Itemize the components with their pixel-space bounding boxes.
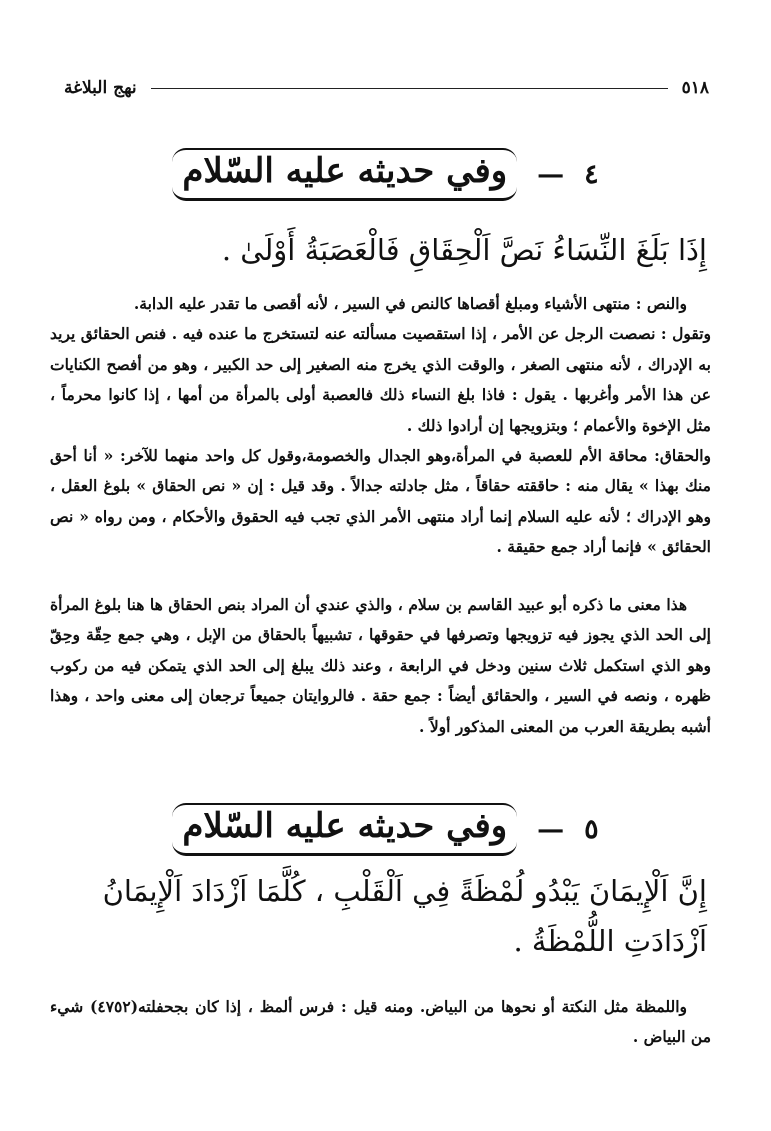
section-5-calligraphy-title: وفي حديثه عليه السّلام — [172, 803, 517, 856]
section-5-number: ٥ — [584, 814, 599, 845]
section-5-heading — [0, 803, 771, 856]
section-4-heading — [0, 148, 771, 201]
section-4-dash: — — [537, 159, 565, 190]
page-number: ٥١٨ — [681, 78, 709, 98]
section-4-calligraphy-title: وفي حديثه عليه السّلام — [172, 148, 517, 201]
section-4-quote: إِذَا بَلَغَ النِّسَاءُ نَصَّ اَلْحِقَاقِ فَالْعَصَبَةُ أَوْلَىٰ . — [221, 233, 707, 267]
commentary-paragraph: واللمظة مثل النكتة أو نحوها من البياض. ومنه قيل : فرس ألمظ ، إذا كان بجحفلته(٤٧٥٢) شيء من البياض . — [50, 997, 711, 1047]
running-header — [64, 78, 709, 98]
header-rule — [151, 88, 668, 89]
section-4-author-note — [50, 590, 711, 742]
section-5-dash: — — [537, 814, 565, 845]
book-title: نهج البلاغة — [64, 78, 137, 98]
commentary-paragraph: والنص : منتهى الأشياء ومبلغ أقصاها كالنص في السير ، لأنه أقصى ما تقدر عليه الدابة. — [133, 294, 687, 313]
section-4-commentary — [50, 289, 711, 563]
section-5-quote: إِنَّ اَلْإِيمَانَ يَبْدُو لُمْظَةً فِي اَلْقَلْبِ ، كُلَّمَا اَزْدَادَ اَلْإِيمَانُ اَزْدَادَتِ اللُّمْظَةُ . — [102, 874, 707, 958]
section-5-commentary — [50, 992, 711, 1053]
commentary-paragraph: والحقاق: محاقة الأم للعصبة في المرأة،وهو الجدال والخصومة،وقول كل واحد منهما للآخر: « أنا أحق منك بهذا » يقال منه : حاققته حقاقاً ، مثل جادلته جدالاً . وقد قيل : إن « نص الحقاق » بلوغ العقل ، وهو الإدراك ؛ لأنه عليه السلام إنما أراد منتهى الأمر الذي تجب فيه الحقوق والأحكام ، ومن رواه « نص الحقائق » فإنما أراد جمع حقيقة . — [50, 446, 711, 557]
commentary-paragraph: وتقول : نصصت الرجل عن الأمر ، إذا استقصيت مسألته عنه لتستخرج ما عنده فيه . فنص الحقائق يريد به الإدراك ، لأنه منتهى الصغر ، والوقت الذي يخرج منه الصغير إلى حد الكبير ، وهو من أفصح الكنايات عن هذا الأمر وأغربها . يقول : فاذا بلغ النساء ذلك فالعصبة أولى بالمرأة من أمها ، إذا كانوا محرماً ، مثل الإخوة والأعمام ؛ وبتزويجها إن أرادوا ذلك . — [50, 324, 711, 435]
section-4-number: ٤ — [584, 159, 599, 190]
commentary-paragraph: هذا معنى ما ذكره أبو عبيد القاسم بن سلام ، والذي عندي أن المراد بنص الحقاق ها هنا بلوغ المرأة إلى الحد الذي يجوز فيه تزويجها وتصرفها في حقوقها ، تشبيهاً بالحقاق من الإبل ، وهي جمع حِقّة وحِقّ وهو الذي استكمل ثلاث سنين ودخل في الرابعة ، وعند ذلك يبلغ إلى الحد الذي يتمكن فيه من ركوب ظهره ، ونصه في السير ، والحقائق أيضاً : جمع حقة . فالروايتان جميعاً ترجعان إلى معنى واحد ، وهذا أشبه بطريقة العرب من المعنى المذكور أولاً . — [50, 595, 711, 736]
